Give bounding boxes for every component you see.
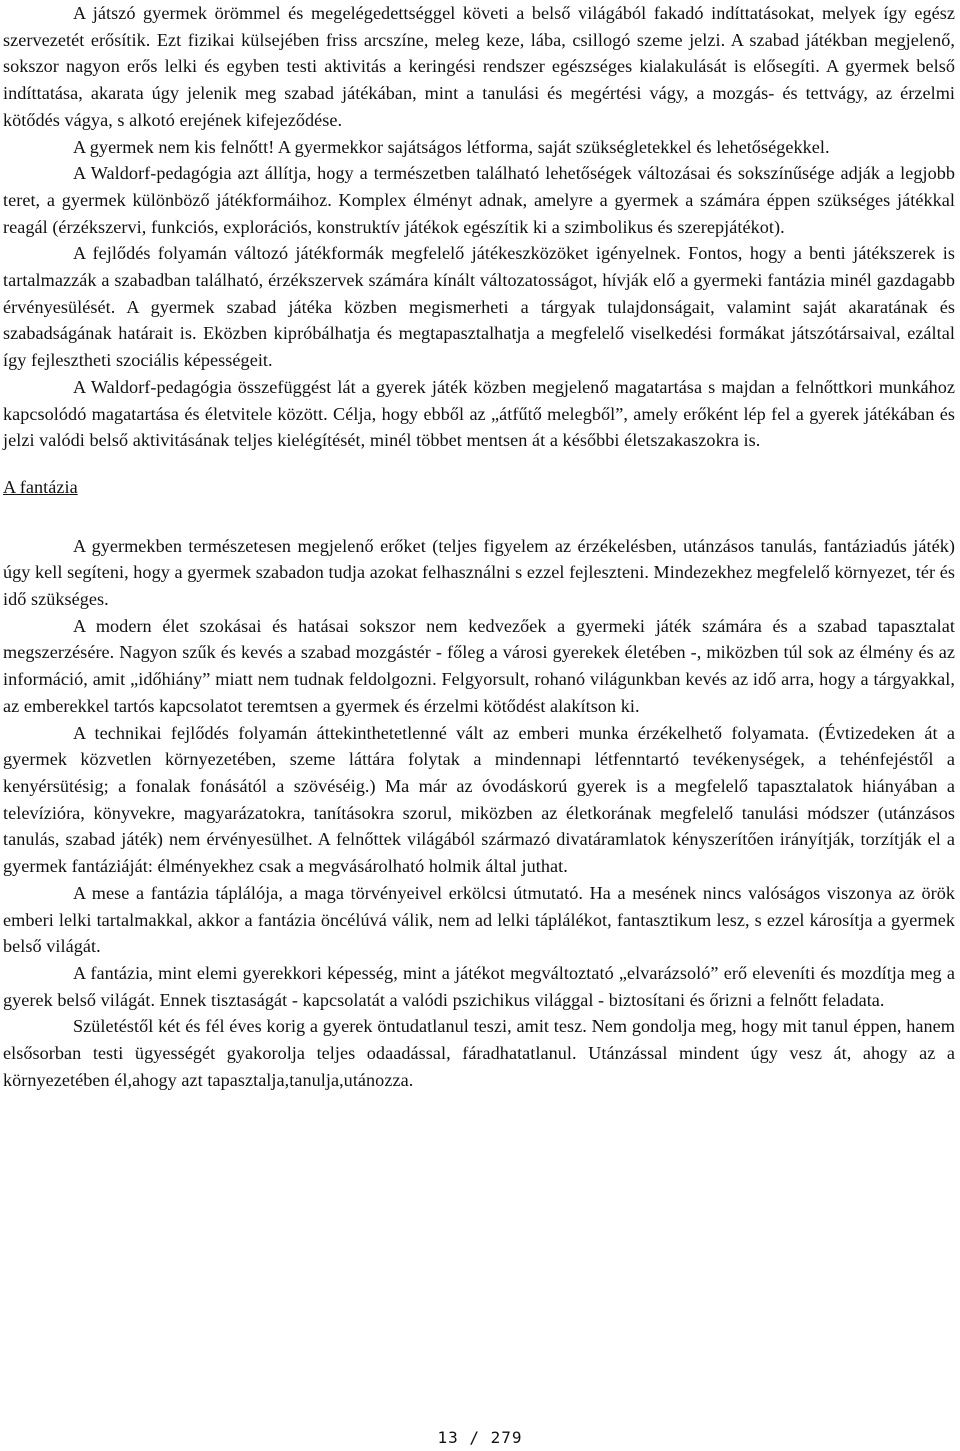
paragraph: A Waldorf-pedagógia összefüggést lát a gyerek játék közben megjelenő magatartása s majdan a felnőttkori munkához kapcsolódó magatartása és életvitele között. Célja, hogy ebből az „átfűtő melegből”, amely erőként lép fel a gyerek játékában és jelzi valódi belső aktivitásának teljes kielégítését, minél többet mentsen át a későbbi életszakaszokra is. — [3, 376, 955, 451]
paragraph: A gyermekben természetesen megjelenő erőket (teljes figyelem az érzékelésben, utánzásos tanulás, fantáziadús játék) úgy kell segíteni, hogy a gyermek szabadon tudja azokat felhasználni s ezzel fejleszteni. Mindezekhez megfelelő környezet, tér és idő szükséges. — [3, 535, 955, 610]
section-heading: A fantázia — [3, 476, 78, 497]
paragraph: Születéstől két és fél éves korig a gyerek öntudatlanul teszi, amit tesz. Nem gondolja meg, hogy mit tanul éppen, hanem elsősorban testi ügyességét gyakorolja teljes odaadással, fáradhatatlanul. Utánzással mindent úgy vesz át, ahogy az a környezetében él,ahogy azt tapasztalja,tanulja,utánozza. — [3, 1016, 955, 1090]
paragraph: A modern élet szokásai és hatásai sokszor nem kedvezőek a gyermeki játék számára és a szabad tapasztalat megszerzésére. Nagyon szűk és kevés a szabad mozgástér - főleg a városi gyerekek életében -, miközben túl sok az élmény és az információ, amit „időhiány” miatt nem tudnak feldolgozni. Felgyorsult, rohanó világunkban kevés az idő arra, hogy a tárgyakkal, az emberekkel tartós kapcsolatot teremtsen a gyermek és érzelmi kötődést alakítson ki. — [3, 615, 955, 716]
paragraph: A fejlődés folyamán változó játékformák megfelelő játékeszközöket igényelnek. Fontos, hogy a benti játékszerek is tartalmazzák a szabadban található, érzékszervek számára kínált változatosságot, hívják elő a gyermeki fantázia minél gazdagabb érvényesülését. A gyermek szabad játéka közben megismerheti a tárgyak tulajdonságait, valamint saját akaratának és szabadságának határait is. Eközben kipróbálhatja és megtapasztalhatja a megfelelő viselkedési formákat játszótársaival, ezáltal így fejlesztheti szociális képességeit. — [3, 243, 955, 371]
paragraph: A játszó gyermek örömmel és megelégedettséggel követi a belső világából fakadó indíttatásokat, melyek így egész szervezetét erősítik. Ezt fizikai külsejében friss arcszíne, meleg keze, lába, csillogó szeme jelzi. A szabad játékban megjelenő, sokszor nagyon erős lelki és egyben testi aktivitás a keringési rendszer egészséges kialakulását is elősegíti. A gyermek belső indíttatása, akarata úgy jelenik meg szabad játékában, mint a tanulási és megértési vágy, a mozgás- és tettvágy, az érzelmi kötődés vágya, s alkotó erejének kifejeződése. — [3, 3, 955, 130]
paragraph: A gyermek nem kis felnőtt! A gyermekkor sajátságos létforma, saját szükségletekkel és lehetőségekkel. — [73, 136, 830, 157]
document-page — [3, 0, 955, 1093]
paragraph: A Waldorf-pedagógia azt állítja, hogy a természetben található lehetőségek változásai és sokszínűsége adják a legjobb teret, a gyermek különböző játékformáihoz. Komplex élményt adnak, amelyre a gyermek a számára éppen szükséges játékkal reagál (érzékszervi, funkciós, explorációs, konstruktív játékok egészítik ki a szimbolikus és szerepjátékot). — [3, 163, 955, 237]
paragraph: A fantázia, mint elemi gyerekkori képesség, mint a játékot megváltoztató „elvarázsoló” erő eleveníti és mozdítja meg a gyerek belső világát. Ennek tisztaságát - kapcsolatát a valódi pszichikus világgal - biztosítani és őrizni a felnőtt feladata. — [3, 962, 955, 1010]
page-number: 13 / 279 — [437, 1428, 523, 1447]
paragraph: A technikai fejlődés folyamán áttekinthetetlenné vált az emberi munka érzékelhető folyamata. (Évtizedeken át a gyermek közvetlen környezetében, szeme láttára folytak a mindennapi létfenntartó tevékenységek, a tehénfejéstől a kenyérsütésig; a fonalak fonásától a szövéséig.) Ma már az óvodáskorú gyerek is a megfelelő tapasztalatok hiányában a televízióra, könyvekre, magyarázatokra, tanításokra szorul, miközben az életkorának megfelelő tanulási módszer (utánzásos tanulás, szabad játék) nem érvényesülhet. A felnőttek világából származó divatáramlatok kényszerítően irányítják, torzítják el a gyermek fantáziáját: élményekhez csak a megvásárolható holmik által juthat. — [3, 722, 955, 877]
paragraph: A mese a fantázia táplálója, a maga törvényeivel erkölcsi útmutató. Ha a mesének nincs valóságos viszonya az örök emberi lelki tartalmakkal, akkor a fantázia öncélúvá válik, nem ad lelki táplálékot, fantasztikum lesz, s ezzel károsítja a gyermek belső világát. — [3, 882, 955, 957]
section-spacer — [3, 501, 955, 533]
